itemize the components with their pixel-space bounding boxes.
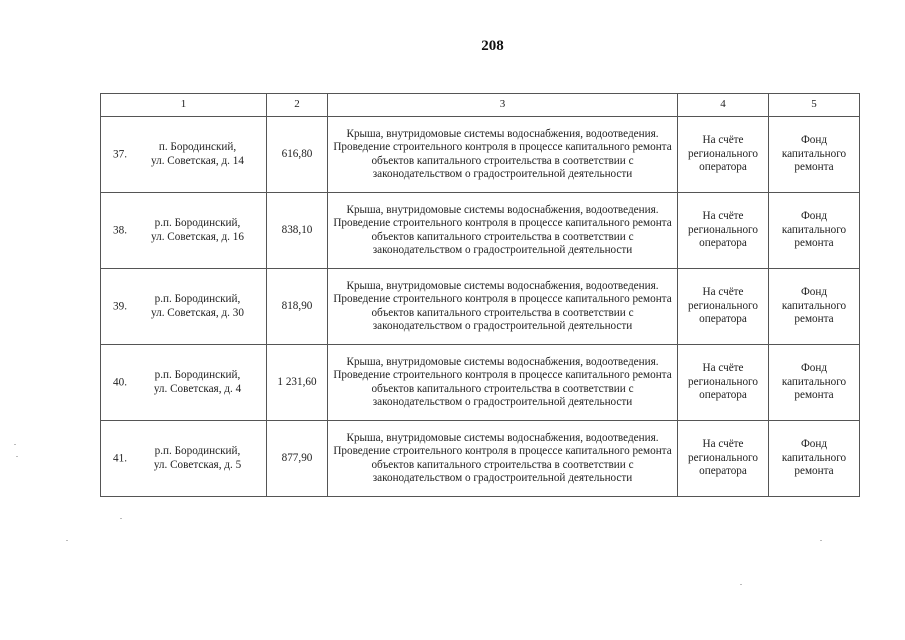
column-header: 3: [328, 94, 678, 117]
address-cell: [101, 269, 267, 345]
account-cell: На счёте регионального оператора: [678, 117, 769, 193]
source-cell: Фонд капитального ремонта: [769, 421, 860, 497]
column-header: 4: [678, 94, 769, 117]
address-line: ул. Советская, д. 14: [151, 154, 244, 167]
repair-program-table: [100, 93, 860, 497]
row-number: 40.: [113, 375, 127, 388]
row-number: 41.: [113, 451, 127, 464]
table-row: [101, 269, 860, 345]
scan-speck: [14, 444, 16, 445]
address-cell: [101, 193, 267, 269]
address-line: р.п. Бородинский,: [154, 217, 241, 230]
works-cell: Крыша, внутридомовые системы водоснабжения, водоотведения. Проведение строительного контроля в процессе капитального ремонта объектов капитального строительства в соответствии с законодательством о градостроительной деятельности: [328, 193, 678, 269]
scan-speck: [740, 584, 742, 585]
table-row: [101, 421, 860, 497]
works-cell: Крыша, внутридомовые системы водоснабжения, водоотведения. Проведение строительного контроля в процессе капитального ремонта объектов капитального строительства в соответствии с законодательством о градостроительной деятельности: [328, 117, 678, 193]
column-header: 5: [769, 94, 860, 117]
scan-speck: [66, 540, 68, 541]
works-cell: Крыша, внутридомовые системы водоснабжения, водоотведения. Проведение строительного контроля в процессе капитального ремонта объектов капитального строительства в соответствии с законодательством о градостроительной деятельности: [328, 421, 678, 497]
works-cell: Крыша, внутридомовые системы водоснабжения, водоотведения. Проведение строительного контроля в процессе капитального ремонта объектов капитального строительства в соответствии с законодательством о градостроительной деятельности: [328, 269, 678, 345]
address-line: п. Бородинский,: [158, 141, 237, 154]
row-number: 38.: [113, 223, 127, 236]
table-row: [101, 193, 860, 269]
address-cell: [101, 345, 267, 421]
row-number: 39.: [113, 299, 127, 312]
account-cell: На счёте регионального оператора: [678, 421, 769, 497]
table-header-row: [101, 94, 860, 117]
scan-speck: [120, 518, 122, 519]
address-line: р.п. Бородинский,: [154, 369, 241, 382]
area-cell: 838,10: [267, 193, 328, 269]
area-cell: 1 231,60: [267, 345, 328, 421]
scan-speck: [16, 456, 18, 457]
address-line: ул. Советская, д. 30: [151, 306, 244, 319]
area-cell: 818,90: [267, 269, 328, 345]
address-line: ул. Советская, д. 4: [153, 382, 242, 395]
account-cell: На счёте регионального оператора: [678, 193, 769, 269]
area-cell: 616,80: [267, 117, 328, 193]
source-cell: Фонд капитального ремонта: [769, 345, 860, 421]
source-cell: Фонд капитального ремонта: [769, 269, 860, 345]
column-header: 1: [101, 94, 267, 117]
works-cell: Крыша, внутридомовые системы водоснабжения, водоотведения. Проведение строительного контроля в процессе капитального ремонта объектов капитального строительства в соответствии с законодательством о градостроительной деятельности: [328, 345, 678, 421]
column-header: 2: [267, 94, 328, 117]
area-cell: 877,90: [267, 421, 328, 497]
table-row: [101, 117, 860, 193]
address-line: ул. Советская, д. 5: [153, 458, 242, 471]
address-cell: [101, 117, 267, 193]
source-cell: Фонд капитального ремонта: [769, 193, 860, 269]
address-cell: [101, 421, 267, 497]
page-number: 208: [481, 38, 504, 54]
table-row: [101, 345, 860, 421]
address-line: р.п. Бородинский,: [154, 293, 241, 306]
row-number: 37.: [113, 147, 127, 160]
address-line: р.п. Бородинский,: [154, 445, 241, 458]
account-cell: На счёте регионального оператора: [678, 269, 769, 345]
address-line: ул. Советская, д. 16: [151, 230, 244, 243]
scan-speck: [820, 540, 822, 541]
account-cell: На счёте регионального оператора: [678, 345, 769, 421]
source-cell: Фонд капитального ремонта: [769, 117, 860, 193]
